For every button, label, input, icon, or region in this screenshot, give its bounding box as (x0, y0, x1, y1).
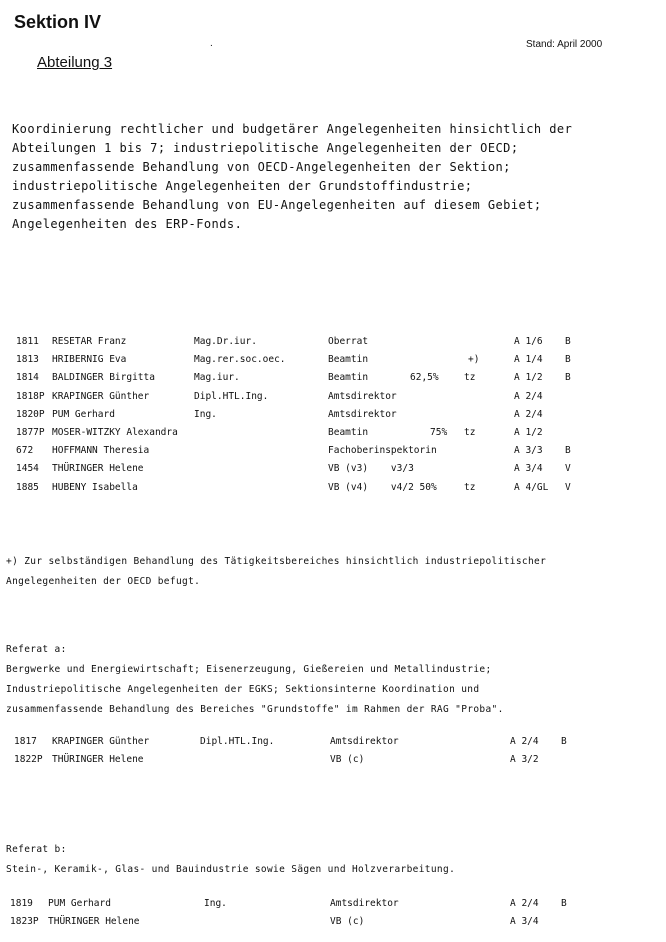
staff-grade: A 2/4 (514, 390, 543, 402)
staff-grade: A 2/4 (514, 408, 543, 420)
staff-part-time: tz (464, 481, 476, 493)
staff-row (0, 482, 666, 500)
staff-flag: V (565, 463, 571, 475)
description-line: Koordinierung rechtlicher und budgetärer Angelegenheiten hinsichtlich der (12, 122, 573, 136)
staff-id: 1818P (16, 390, 45, 402)
description-line: zusammenfassende Behandlung von OECD-Angelegenheiten der Sektion; (12, 160, 511, 174)
staff-id: 1813 (16, 354, 39, 366)
staff-row (0, 427, 666, 445)
staff-row (0, 736, 666, 754)
staff-id: 1820P (16, 408, 45, 420)
staff-table (0, 336, 666, 500)
referat-a-line: Industriepolitische Angelegenheiten der EGKS; Sektionsinterne Koordination und (6, 684, 480, 695)
stray-dot: . (210, 38, 213, 49)
staff-name: THÜRINGER Helene (52, 754, 144, 766)
staff-position: VB (c) (330, 916, 365, 928)
staff-percentage: 62,5% (410, 372, 439, 384)
staff-position: Fachoberinspektorin (328, 445, 437, 457)
staff-name: PUM Gerhard (52, 408, 115, 420)
staff-row (0, 445, 666, 463)
staff-grade: A 1/6 (514, 336, 543, 347)
staff-id: 1811 (16, 336, 39, 347)
staff-name: HRIBERNIG Eva (52, 354, 127, 366)
staff-row (0, 463, 666, 481)
staff-row (0, 336, 666, 354)
staff-grade: A 3/4 (510, 916, 539, 928)
staff-position: VB (v4) v4/2 50% (328, 481, 437, 493)
staff-id: 1814 (16, 372, 39, 384)
staff-id: 672 (16, 445, 34, 457)
staff-academic-title: Dipl.HTL.Ing. (200, 736, 275, 747)
staff-flag: V (565, 481, 571, 493)
staff-grade: A 3/2 (510, 754, 539, 766)
staff-row (0, 354, 666, 372)
staff-grade: A 3/4 (514, 463, 543, 475)
staff-footnote-marker: +) (468, 354, 480, 366)
staff-name: KRAPINGER Günther (52, 390, 150, 402)
description-line: Abteilungen 1 bis 7; industriepolitische Angelegenheiten der OECD; (12, 141, 519, 155)
referat-b-line: Stein-, Keramik-, Glas- und Bauindustrie sowie Sägen und Holzverarbeitung. (6, 864, 456, 875)
staff-name: THÜRINGER Helene (52, 463, 144, 475)
staff-id: 1823P (10, 916, 39, 928)
staff-row (0, 916, 666, 934)
referat-a-label: Referat a: (6, 644, 67, 655)
description-line: industriepolitische Angelegenheiten der Grundstoffindustrie; (12, 179, 473, 193)
referat-a-line: zusammenfassende Behandlung des Bereiches "Grundstoffe" im Rahmen der RAG "Proba". (6, 704, 504, 715)
staff-flag: B (565, 372, 571, 384)
referat-a-line: Bergwerke und Energiewirtschaft; Eisenerzeugung, Gießereien und Metallindustrie; (6, 664, 492, 675)
staff-id: 1885 (16, 481, 39, 493)
staff-position: Amtsdirektor (328, 390, 397, 402)
description-line: zusammenfassende Behandlung von EU-Angelegenheiten auf diesem Gebiet; (12, 198, 542, 212)
footnote-line: +) Zur selbständigen Behandlung des Tätigkeitsbereiches hinsichtlich industriepolitischer (6, 556, 547, 567)
staff-name: HOFFMANN Theresia (52, 445, 150, 457)
description-line: Angelegenheiten des ERP-Fonds. (12, 217, 243, 231)
section-title: Sektion IV (14, 12, 102, 32)
staff-grade: A 2/4 (510, 736, 539, 747)
referat-b (6, 840, 455, 880)
staff-academic-title: Ing. (194, 408, 217, 420)
staff-row (0, 754, 666, 772)
staff-academic-title: Mag.iur. (194, 372, 240, 384)
staff-academic-title: Mag.rer.soc.oec. (194, 354, 286, 366)
stand-date: Stand: April 2000 (526, 39, 603, 50)
staff-row (0, 898, 666, 916)
staff-id: 1819 (10, 898, 33, 909)
staff-grade: A 1/4 (514, 354, 543, 366)
staff-position: Amtsdirektor (328, 408, 397, 420)
staff-name: HUBENY Isabella (52, 481, 138, 493)
staff-id: 1817 (14, 736, 37, 747)
staff-grade: A 1/2 (514, 426, 543, 438)
footnote-line: Angelegenheiten der OECD befugt. (6, 576, 201, 587)
staff-flag: B (565, 445, 571, 457)
staff-position: Amtsdirektor (330, 898, 399, 909)
staff-row (0, 372, 666, 390)
staff-position: Beamtin (328, 372, 369, 384)
department-heading: Abteilung 3 (37, 54, 113, 71)
staff-position: VB (v3) v3/3 (328, 463, 414, 475)
staff-name: MOSER-WITZKY Alexandra (52, 426, 178, 438)
staff-grade: A 3/3 (514, 445, 543, 457)
staff-part-time: tz (464, 372, 476, 384)
staff-academic-title: Ing. (204, 898, 227, 909)
referat-a-staff-table (0, 736, 666, 772)
staff-name: KRAPINGER Günther (52, 736, 150, 747)
staff-grade: A 2/4 (510, 898, 539, 909)
staff-flag: B (561, 736, 567, 747)
staff-row (0, 391, 666, 409)
staff-percentage: 75% (430, 426, 448, 438)
staff-name: BALDINGER Birgitta (52, 372, 155, 384)
staff-academic-title: Mag.Dr.iur. (194, 336, 257, 347)
staff-id: 1454 (16, 463, 39, 475)
staff-name: RESETAR Franz (52, 336, 127, 347)
staff-grade: A 1/2 (514, 372, 543, 384)
staff-position: Beamtin (328, 426, 369, 438)
staff-position: VB (c) (330, 754, 365, 766)
staff-part-time: tz (464, 426, 476, 438)
referat-a (6, 640, 504, 720)
staff-position: Beamtin (328, 354, 369, 366)
staff-row (0, 409, 666, 427)
footnote (6, 552, 546, 592)
staff-grade: A 4/GL (514, 481, 549, 493)
staff-id: 1822P (14, 754, 43, 766)
staff-academic-title: Dipl.HTL.Ing. (194, 390, 269, 402)
department-description (12, 120, 572, 234)
staff-flag: B (565, 336, 571, 347)
staff-position: Amtsdirektor (330, 736, 399, 747)
staff-id: 1877P (16, 426, 45, 438)
referat-b-staff-table (0, 898, 666, 934)
staff-name: PUM Gerhard (48, 898, 111, 909)
staff-flag: B (565, 354, 571, 366)
staff-flag: B (561, 898, 567, 909)
referat-b-label: Referat b: (6, 844, 67, 855)
staff-position: Oberrat (328, 336, 369, 347)
staff-name: THÜRINGER Helene (48, 916, 140, 928)
